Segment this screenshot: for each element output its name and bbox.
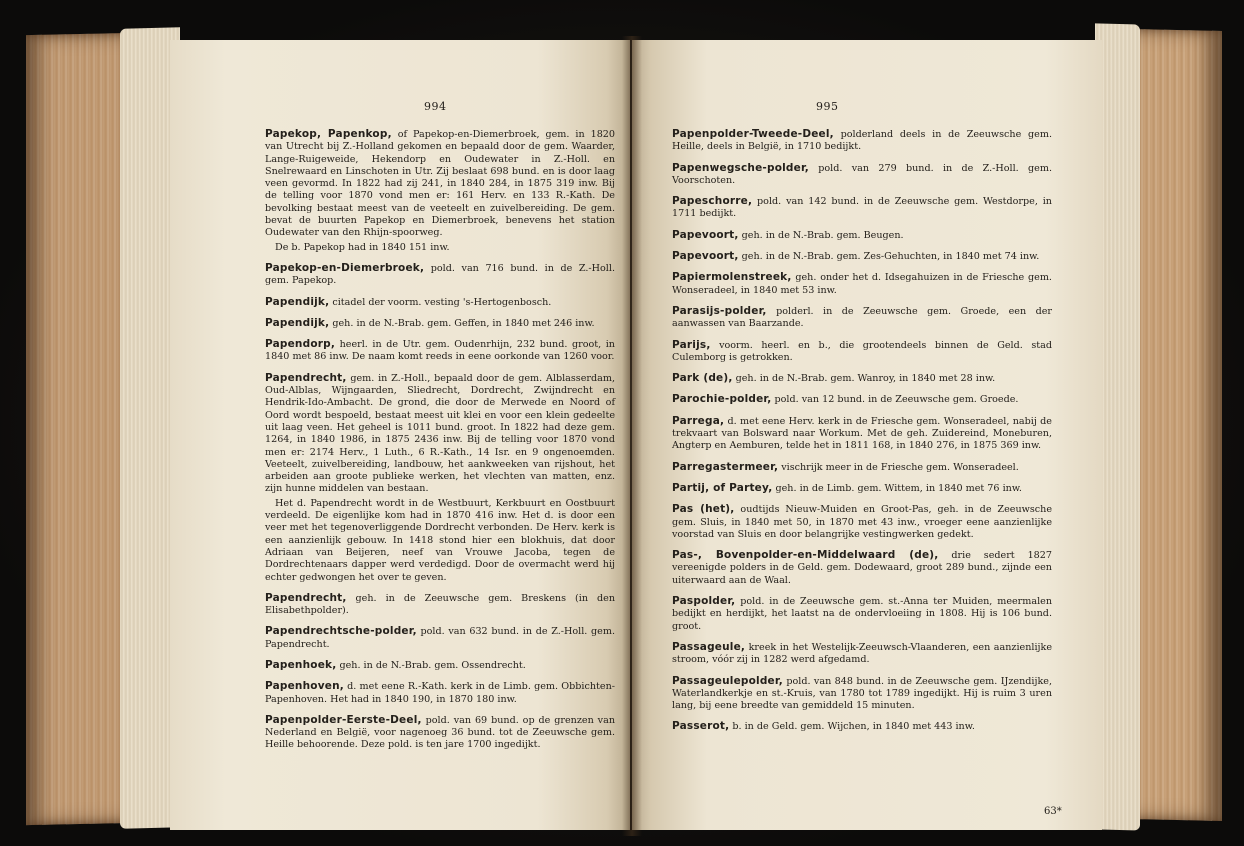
entry-body: geh. in de N.-Brab. gem. Beugen.: [738, 229, 904, 241]
entry-body: pold. van 716 bund. in de Z.-Holl. gem. Papekop.: [265, 262, 615, 287]
book-gutter: [622, 36, 642, 836]
dictionary-entry: [265, 317, 615, 330]
dictionary-entry: [265, 338, 615, 364]
entry-body: vischrijk meer in de Friesche gem. Wonseradeel.: [778, 461, 1019, 473]
entry-headword: Papendijk,: [265, 316, 330, 329]
entry-headword: Parijs,: [672, 338, 711, 351]
entry-headword: Papeschorre,: [672, 195, 753, 208]
book-edge-right: [1130, 29, 1222, 821]
entry-headword: Papendrecht,: [265, 371, 347, 384]
entry-body: geh. in de N.-Brab. gem. Geffen, in 1840 met 246 inw.: [329, 317, 595, 329]
page-number: 995: [816, 100, 839, 113]
page-number: 994: [424, 100, 447, 113]
entry-body: geh. in de N.-Brab. gem. Zes-Gehuchten, in 1840 met 74 inw.: [738, 251, 1040, 263]
entry-headword: Parrega,: [672, 414, 725, 427]
entry-body: pold. van 12 bund. in de Zeeuwsche gem. Groede.: [771, 394, 1019, 406]
entry-body: polderland deels in de Zeeuwsche gem. Heille, deels in België, in 1710 bedijkt.: [672, 129, 1052, 153]
entry-headword: Pas-, Bovenpolder-en-Middelwaard (de),: [672, 549, 939, 562]
dictionary-entry: [672, 162, 1052, 188]
entry-body: citadel der voorm. vesting 's-Hertogenbosch.: [329, 296, 552, 308]
entry-body: pold. van 142 bund. in de Zeeuwsche gem. Westdorpe, in 1711 bedijkt.: [672, 196, 1052, 220]
entry-body: geh. in de N.-Brab. gem. Wanroy, in 1840 met 28 inw.: [732, 373, 996, 385]
entry-body: geh. in de Limb. gem. Wittem, in 1840 met 76 inw.: [772, 482, 1022, 494]
entry-body: pold. van 632 bund. in de Z.-Holl. gem. Papendrecht.: [265, 626, 615, 650]
dictionary-entry: [265, 242, 615, 254]
entry-body: geh. in de N.-Brab. gem. Ossendrecht.: [336, 659, 526, 671]
entry-headword: Papevoort,: [672, 250, 739, 263]
entry-headword: Papenwegsche-polder,: [672, 161, 809, 174]
entry-headword: Partij, of Partey,: [672, 481, 773, 494]
entry-headword: Papenhoek,: [265, 658, 337, 671]
dictionary-entry: [672, 461, 1052, 474]
dictionary-entry: [265, 659, 615, 672]
entry-headword: Passageule,: [672, 640, 746, 653]
book-edge-left: [26, 33, 130, 825]
entry-headword: Pas (het),: [672, 503, 735, 516]
left-page-text: [265, 128, 615, 760]
entry-body: polderl. in de Zeeuwsche gem. Groede, een der aanwassen van Baarzande.: [672, 305, 1052, 330]
entry-headword: Papenpolder-Tweede-Deel,: [672, 128, 834, 140]
entry-body: pold. van 69 bund. op de grenzen van Nederland en België, voor nagenoeg 36 bund. tot de Zeeuwsche gem. Heille behoorende. Deze pold. is ten jare 1700 ingedijkt.: [265, 714, 615, 751]
dictionary-entry: [265, 262, 615, 288]
entry-headword: Papendrechtsche-polder,: [265, 625, 417, 638]
entry-headword: Parregastermeer,: [672, 460, 779, 473]
dictionary-entry: [672, 675, 1052, 713]
entry-headword: Parasijs-polder,: [672, 304, 767, 317]
dictionary-entry: [672, 482, 1052, 495]
entry-body: heerl. in de Utr. gem. Oudenrhijn, 232 bund. groot, in 1840 met 86 inw. De naam komt reeds in eene oorkonde van 1260 voor.: [265, 339, 615, 363]
left-page: [170, 40, 630, 830]
dictionary-entry: [672, 393, 1052, 406]
entry-headword: Papenpolder-Eerste-Deel,: [265, 713, 422, 726]
signature-mark: 63*: [1044, 806, 1062, 817]
entry-body: d. met eene Herv. kerk in de Friesche gem. Wonseradeel, nabij de trekvaart van Bolsward naar Workum. Met de geh. Zuidereind, Moneburen, Angterp en Aemburen, telde het in 1811 168, in 1840 276, in 1875 369 inw.: [672, 415, 1052, 452]
dictionary-entry: [265, 296, 615, 309]
entry-headword: Papendrecht,: [265, 591, 347, 604]
entry-body: pold. van 848 bund. in de Zeeuwsche gem. IJzendijke, Waterlandkerkje en st.-Kruis, van 1780 tot 1789 ingedijkt. Hij is ruim 3 uren lang, bij eene breedte van gemiddeld 15 minuten.: [672, 675, 1052, 712]
dictionary-entry: [672, 339, 1052, 365]
entry-body: pold. in de Zeeuwsche gem. st.-Anna ter Muiden, meermalen bedijkt en herdijkt, het laatst na de ondervloeiing in 1808. Hij is 106 bund. groot.: [672, 596, 1052, 632]
entry-headword: Passageulepolder,: [672, 674, 783, 687]
entry-body: geh. onder het d. Idsegahuizen in de Friesche gem. Wonseradeel, in 1840 met 53 inw.: [672, 272, 1052, 296]
entry-headword: Parochie-polder,: [672, 393, 772, 406]
entry-body: geh. in de Zeeuwsche gem. Breskens (in den Elisabethpolder).: [265, 592, 615, 617]
dictionary-entry: [265, 128, 615, 240]
dictionary-entry: [672, 503, 1052, 541]
entry-headword: Papevoort,: [672, 228, 739, 241]
entry-body: b. in de Geld. gem. Wijchen, in 1840 met 443 inw.: [729, 721, 975, 733]
entry-body: pold. van 279 bund. in de Z.-Holl. gem. Voorschoten.: [672, 162, 1052, 186]
dictionary-entry: [672, 720, 1052, 733]
entry-headword: Park (de),: [672, 372, 733, 385]
dictionary-entry: [672, 128, 1052, 154]
dictionary-entry: [672, 641, 1052, 667]
dictionary-entry: [265, 592, 615, 618]
entry-headword: Passerot,: [672, 720, 730, 733]
entry-body: gem. in Z.-Holl., bepaald door de gem. Alblasserdam, Oud-Alblas, Wijngaarden, Sliedrecht, Dordrecht, Zwijndrecht en Hendrik-Ido-Ambacht. De grond, die door de Merwede en Noord of Oord wordt bespoeld, bestaat meest uit klei en voor een klein gedeelte uit laag veen. Het geheel is 1011 bund. groot. In 1822 had deze gem. 1264, in 1840 1986, in 1875 2436 inw. Bij de telling voor 1870 vond men er: 2174 Herv., 1 Luth., 6 R.-Kath., 14 Isr. en 9 ongenoemden. Veeteelt, zuivelbereiding, landbouw, het aankweeken van rijshout, het arbeiden aan groote publieke werken, het vlechten van matten, enz. zijn hunne middelen van bestaan.: [265, 372, 615, 495]
dictionary-entry: [672, 195, 1052, 221]
dictionary-entry: [265, 372, 615, 496]
entry-body: voorm. heerl. en b., die grootendeels binnen de Geld. stad Culemborg is getrokken.: [672, 339, 1052, 363]
right-page: [632, 40, 1102, 830]
dictionary-entry: [672, 415, 1052, 453]
dictionary-entry: [265, 714, 615, 752]
entry-headword: Papekop-en-Diemerbroek,: [265, 261, 425, 274]
dictionary-entry: [265, 680, 615, 706]
entry-body: of Papekop-en-Diemerbroek, gem. in 1820 van Utrecht bij Z.-Holland gekomen en bepaald door de gem. Waarder, Lange-Ruigeweide, Hekendorp en Oudewater in Z.-Holl. en Snelrewaard en Linschoten in Utr. Zij beslaat 698 bund. en is door laag veen gevormd. In 1822 had zij 241, in 1840 284, in 1875 319 inw. Bij de telling voor 1870 vond men er: 161 Herv. en 133 R.-Kath. De bevolking bestaat meest van de veeteelt en zuivelbereiding. De gem. bevat de buurten Papekop en Diemerbroek, benevens het station Oudewater van den Rhijn-spoorweg.: [265, 129, 616, 239]
dictionary-entry: [672, 271, 1052, 297]
dictionary-entry: [265, 498, 615, 584]
dictionary-entry: [672, 250, 1052, 263]
entry-body: d. met eene R.-Kath. kerk in de Limb. gem. Obbichten-Papenhoven. Het had in 1840 190, in 1870 180 inw.: [265, 681, 615, 705]
entry-headword: Papendorp,: [265, 338, 336, 351]
entry-headword: Papendijk,: [265, 295, 330, 308]
dictionary-entry: [672, 595, 1052, 633]
entry-headword: Papenhoven,: [265, 680, 344, 693]
dictionary-entry: [672, 305, 1052, 331]
entry-body: De b. Papekop had in 1840 151 inw.: [275, 241, 450, 253]
right-page-text: [672, 128, 1052, 742]
entry-body: kreek in het Westelijk-Zeeuwsch-Vlaanderen, een aanzienlijke stroom, vóór zij in 1282 werd afgedamd.: [672, 641, 1052, 666]
entry-headword: Paspolder,: [672, 595, 736, 608]
dictionary-entry: [672, 372, 1052, 385]
entry-headword: Papiermolenstreek,: [672, 271, 792, 284]
dictionary-entry: [672, 549, 1052, 587]
dictionary-entry: [265, 625, 615, 651]
entry-body: Het d. Papendrecht wordt in de Westbuurt, Kerkbuurt en Oostbuurt verdeeld. De eigenlijke kom had in 1870 416 inw. Het d. is door een veer met het tegenoverliggende Dordrecht verbonden. De Herv. kerk is een aanzienlijk gebouw. In 1418 stond hier een blokhuis, dat door Adriaan van Beijeren, neef van Vrouwe Jacoba, tegen de Dordrechtenaars dapper werd verdedigd. Door de overmacht werd hij echter gedwongen het over te geven.: [265, 497, 615, 583]
entry-headword: Papekop, Papenkop,: [265, 128, 392, 140]
entry-body: oudtijds Nieuw-Muiden en Groot-Pas, geh. in de Zeeuwsche gem. Sluis, in 1840 met 50, in 1870 met 43 inw., vroeger eene aanzienlijke voorstad van Sluis en door belangrijke vestingwerken gedekt.: [672, 504, 1053, 540]
entry-body: drie sedert 1827 vereenigde polders in de Geld. gem. Dodewaard, groot 289 bund., zijnde een uiterwaard aan de Waal.: [672, 550, 1052, 586]
dictionary-entry: [672, 229, 1052, 242]
